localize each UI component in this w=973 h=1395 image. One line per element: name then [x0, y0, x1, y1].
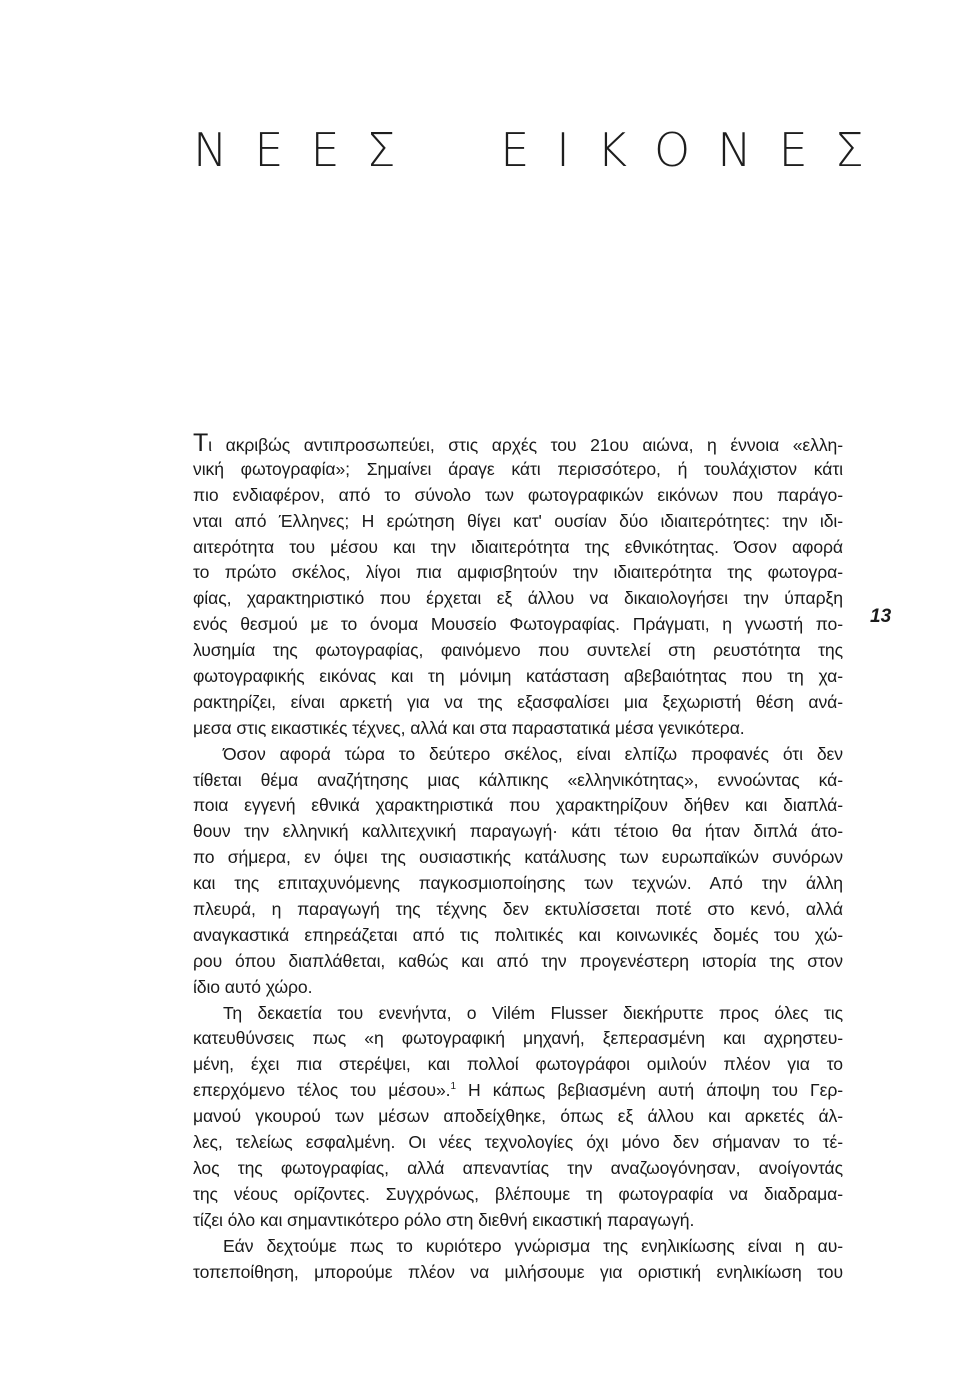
text-line-content: Η κάπως βεβιασμένη αυτή άποψη του Γερ- — [455, 1080, 843, 1101]
text-line: τοπεποίθηση, μπορούμε πλέον να μιλήσουμε για οριστική ενηλικίωση του — [193, 1261, 843, 1282]
text-line: αιτερότητα του μέσου και την ιδιαιτερότητα της εθνικότητας. Όσον αφορά — [193, 536, 843, 557]
text-line: πλευρά, η παραγωγή της τέχνης δεν εκτυλίσσεται ποτέ στο κενό, αλλά — [193, 899, 843, 920]
text-line: ρακτηρίζει, είναι αρκετή για να της εξασφαλίσει μια ξεχωριστή θέση ανά- — [193, 691, 843, 712]
text-line — [193, 431, 843, 457]
text-line: πο σήμερα, εν όψει της ουσιαστικής κατάλυσης των ευρωπαϊκών συνόρων — [193, 847, 843, 868]
text-line: αναγκαστικά επηρεάζεται από τις πολιτικές και κοινωνικές δομές του χώ- — [193, 924, 843, 945]
text-line: ενός θεσμού με το όνομα Μουσείο Φωτογραφίας. Πράγματι, η γνωστή πο- — [193, 614, 843, 635]
text-line: Εάν δεχτούμε πως το κυριότερο γνώρισμα της ενηλικίωσης είναι η αυ- — [223, 1235, 843, 1256]
text-line: κατευθύνσεις πως «η φωτογραφική μηχανή, ξεπερασμένη και αχρηστευ- — [193, 1028, 843, 1049]
text-line: φωτογραφικής εικόνας και τη μόνιμη κατάσταση αβεβαιότητας που τη χα- — [193, 666, 843, 687]
text-line: φίας, χαρακτηριστικό που έρχεται εξ άλλου να δικαιολογήσει την ύπαρξη — [193, 588, 843, 609]
text-line — [193, 1078, 843, 1104]
text-line: ποια εγγενή εθνικά χαρακτηριστικά που χαρακτηρίζουν δήθεν και διαπλά- — [193, 795, 843, 816]
text-line: και της επιταχυνόμενης παγκοσμιοποίησης των τεχνών. Από την άλλη — [193, 873, 843, 894]
text-line: Τη δεκαετία του ενενήντα, ο Vilém Flusser διεκήρυττε προς όλες τις — [223, 1002, 843, 1023]
text-line: λος της φωτογραφίας, αλλά απεναντίας την αναζωογόνησαν, ανοίγοντάς — [193, 1157, 843, 1178]
text-line: μεσα στις εικαστικές τέχνες, αλλά και στα παραστατικά μέσα γενικότερα. — [193, 717, 745, 738]
text-line-content: ι ακριβώς αντιπροσωπεύει, στις αρχές του 21ου αιώνα, η έννοια «ελλη- — [208, 435, 843, 455]
drop-cap: Τ — [193, 429, 209, 457]
body-text — [193, 431, 843, 1285]
page-number: 13 — [870, 606, 892, 627]
chapter-title: ΝΕΕΣ ΕΙΚΟΝΕΣ — [193, 123, 891, 177]
text-line: πιο ενδιαφέρον, από το σύνολο των φωτογραφικών εικόνων που παράγο- — [193, 484, 843, 505]
text-line: Όσον αφορά τώρα το δεύτερο σκέλος, είναι ελπίζω προφανές ότι δεν — [223, 743, 843, 764]
text-line: της νέους ορίζοντες. Συγχρόνως, βλέπουμε τη φωτογραφία να διαδραμα- — [193, 1183, 843, 1204]
text-line: μανού γκουρού των μέσων αποδείχθηκε, όπως εξ άλλου και αρκετές άλ- — [193, 1106, 843, 1127]
text-line: θουν την ελληνική καλλιτεχνική παραγωγή· κάτι τέτοιο θα ήταν διπλά άτο- — [193, 821, 843, 842]
footnote-mark: 1 — [450, 1081, 456, 1093]
text-line-content: επερχόμενο τέλος του μέσου». — [193, 1080, 451, 1101]
text-line: λες, τελείως εσφαλμένη. Οι νέες τεχνολογίες όχι μόνο δεν σήμαναν το τέ- — [193, 1132, 843, 1153]
text-line: τίζει όλο και σημαντικότερο ρόλο στη διεθνή εικαστική παραγωγή. — [193, 1209, 695, 1230]
text-line: το πρώτο σκέλος, λίγοι πια αμφισβητούν την ιδιαιτερότητα της φωτογρα- — [193, 562, 843, 583]
text-line: νική φωτογραφία»; Σημαίνει άραγε κάτι περισσότερο, ή τουλάχιστον κάτι — [193, 458, 843, 479]
text-line: ίδιο αυτό χώρο. — [193, 976, 313, 997]
text-line: νται από Έλληνες; Η ερώτηση θίγει κατ' ουσίαν δύο ιδιαιτερότητες: την ιδι- — [193, 510, 843, 531]
text-line: τίθεται θέμα αναζήτησης μιας κάλπικης «ελληνικότητας», εννοώντας κά- — [193, 769, 843, 790]
text-line: ρου όπου διαπλάθεται, καθώς και από την προγενέστερη ιστορία της στον — [193, 950, 843, 971]
text-line: μένη, έχει πια στερέψει, και πολλοί φωτογράφοι ομιλούν πλέον για το — [193, 1054, 843, 1075]
text-line: λυσημία της φωτογραφίας, φαινόμενο που συντελεί στη ρευστότητα της — [193, 640, 843, 661]
